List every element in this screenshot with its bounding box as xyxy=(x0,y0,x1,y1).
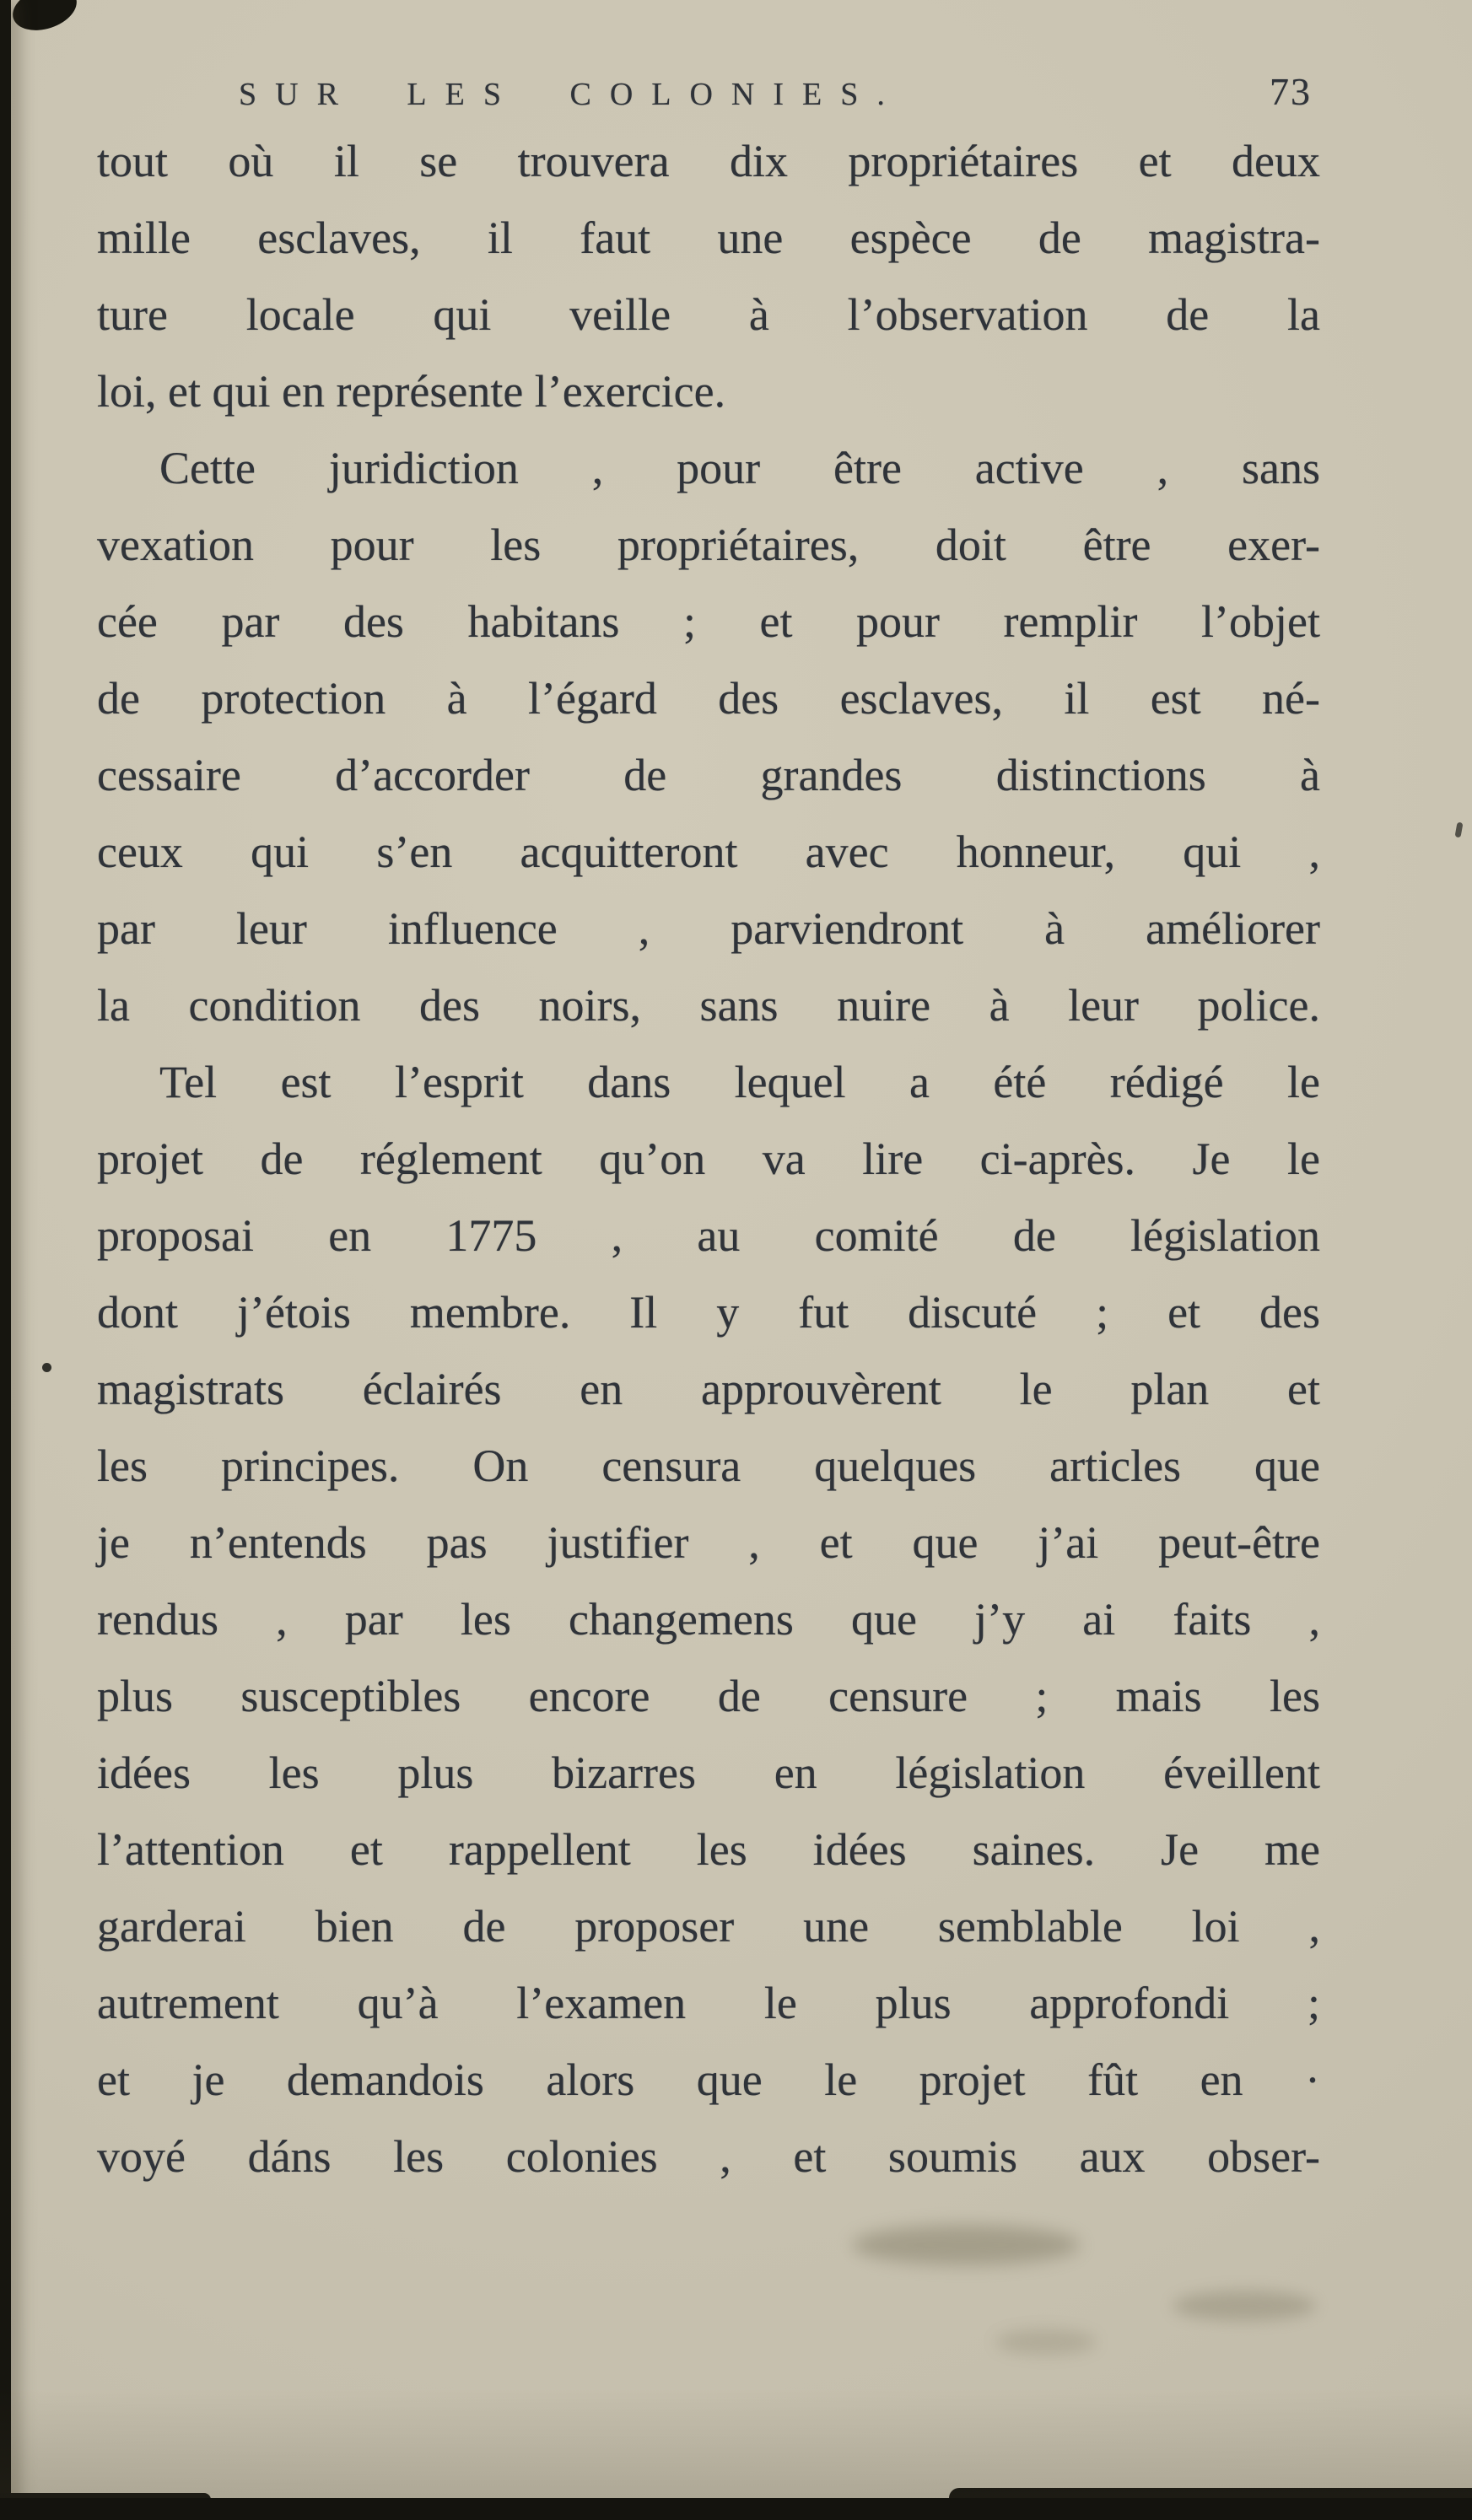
text-line: de protection à l’égard des esclaves, il est né- xyxy=(97,673,1320,724)
right-edge-speck xyxy=(1454,822,1463,838)
text-line: mille esclaves, il faut une espèce de magistra- xyxy=(97,213,1320,263)
paragraph xyxy=(97,1044,1320,2195)
text-line: dont j’étois membre. Il y fut discuté ; et des xyxy=(97,1287,1320,1338)
text-line: garderai bien de proposer une semblable loi , xyxy=(97,1901,1320,1952)
text-line: et je demandois alors que le projet fût en · xyxy=(97,2054,1320,2105)
text-block xyxy=(97,123,1320,2195)
scan-corner-mark xyxy=(7,0,82,38)
scan-bottom-edge-left xyxy=(0,2493,211,2520)
running-header xyxy=(97,69,1320,114)
text-line: cessaire d’accorder de grandes distinctions à xyxy=(97,750,1320,800)
text-line: ture locale qui veille à l’observation de la xyxy=(97,289,1320,340)
text-line: par leur influence , parviendront à améliorer xyxy=(97,903,1320,954)
show-through-smudge xyxy=(852,2225,1080,2265)
text-line: Tel est l’esprit dans lequel a été rédigé le xyxy=(159,1057,1320,1107)
text-line: idées les plus bizarres en législation éveillent xyxy=(97,1747,1320,1798)
paragraph xyxy=(97,123,1320,430)
text-line: loi, et qui en représente l’exercice. xyxy=(97,366,726,417)
text-line: cée par des habitans ; et pour remplir l’objet xyxy=(97,596,1320,647)
text-line: la condition des noirs, sans nuire à leur police. xyxy=(97,980,1320,1031)
text-line: rendus , par les changemens que j’y ai faits , xyxy=(97,1594,1320,1645)
scan-left-edge xyxy=(0,0,11,2520)
margin-dot-mark xyxy=(42,1363,51,1372)
text-line: l’attention et rappellent les idées saines. Je me xyxy=(97,1824,1320,1875)
text-line: ceux qui s’en acquitteront avec honneur, qui , xyxy=(97,827,1320,877)
paragraph xyxy=(97,430,1320,1044)
text-line: les principes. On censura quelques articles que xyxy=(97,1440,1320,1491)
text-line: tout où il se trouvera dix propriétaires et deux xyxy=(97,136,1320,186)
text-line: vexation pour les propriétaires, doit être exer- xyxy=(97,520,1320,570)
show-through-smudge xyxy=(1173,2291,1316,2321)
text-line: Cette juridiction , pour être active , sans xyxy=(159,443,1320,493)
text-line: projet de réglement qu’on va lire ci-après. Je le xyxy=(97,1133,1320,1184)
text-line: je n’entends pas justifier , et que j’ai peut-être xyxy=(97,1517,1320,1568)
text-line: autrement qu’à l’examen le plus approfondi ; xyxy=(97,1978,1320,2028)
text-line: plus susceptibles encore de censure ; mais les xyxy=(97,1671,1320,1721)
show-through-smudge xyxy=(995,2329,1097,2355)
text-line: voyé dáns les colonies , et soumis aux obser- xyxy=(97,2131,1320,2182)
text-line: proposai en 1775 , au comité de législation xyxy=(97,1210,1320,1261)
scan-bottom-edge-right xyxy=(949,2488,1472,2520)
text-line: magistrats éclairés en approuvèrent le plan et xyxy=(97,1364,1320,1414)
running-title: SUR LES COLONIES. xyxy=(239,77,903,112)
page-number: 73 xyxy=(1270,70,1312,113)
